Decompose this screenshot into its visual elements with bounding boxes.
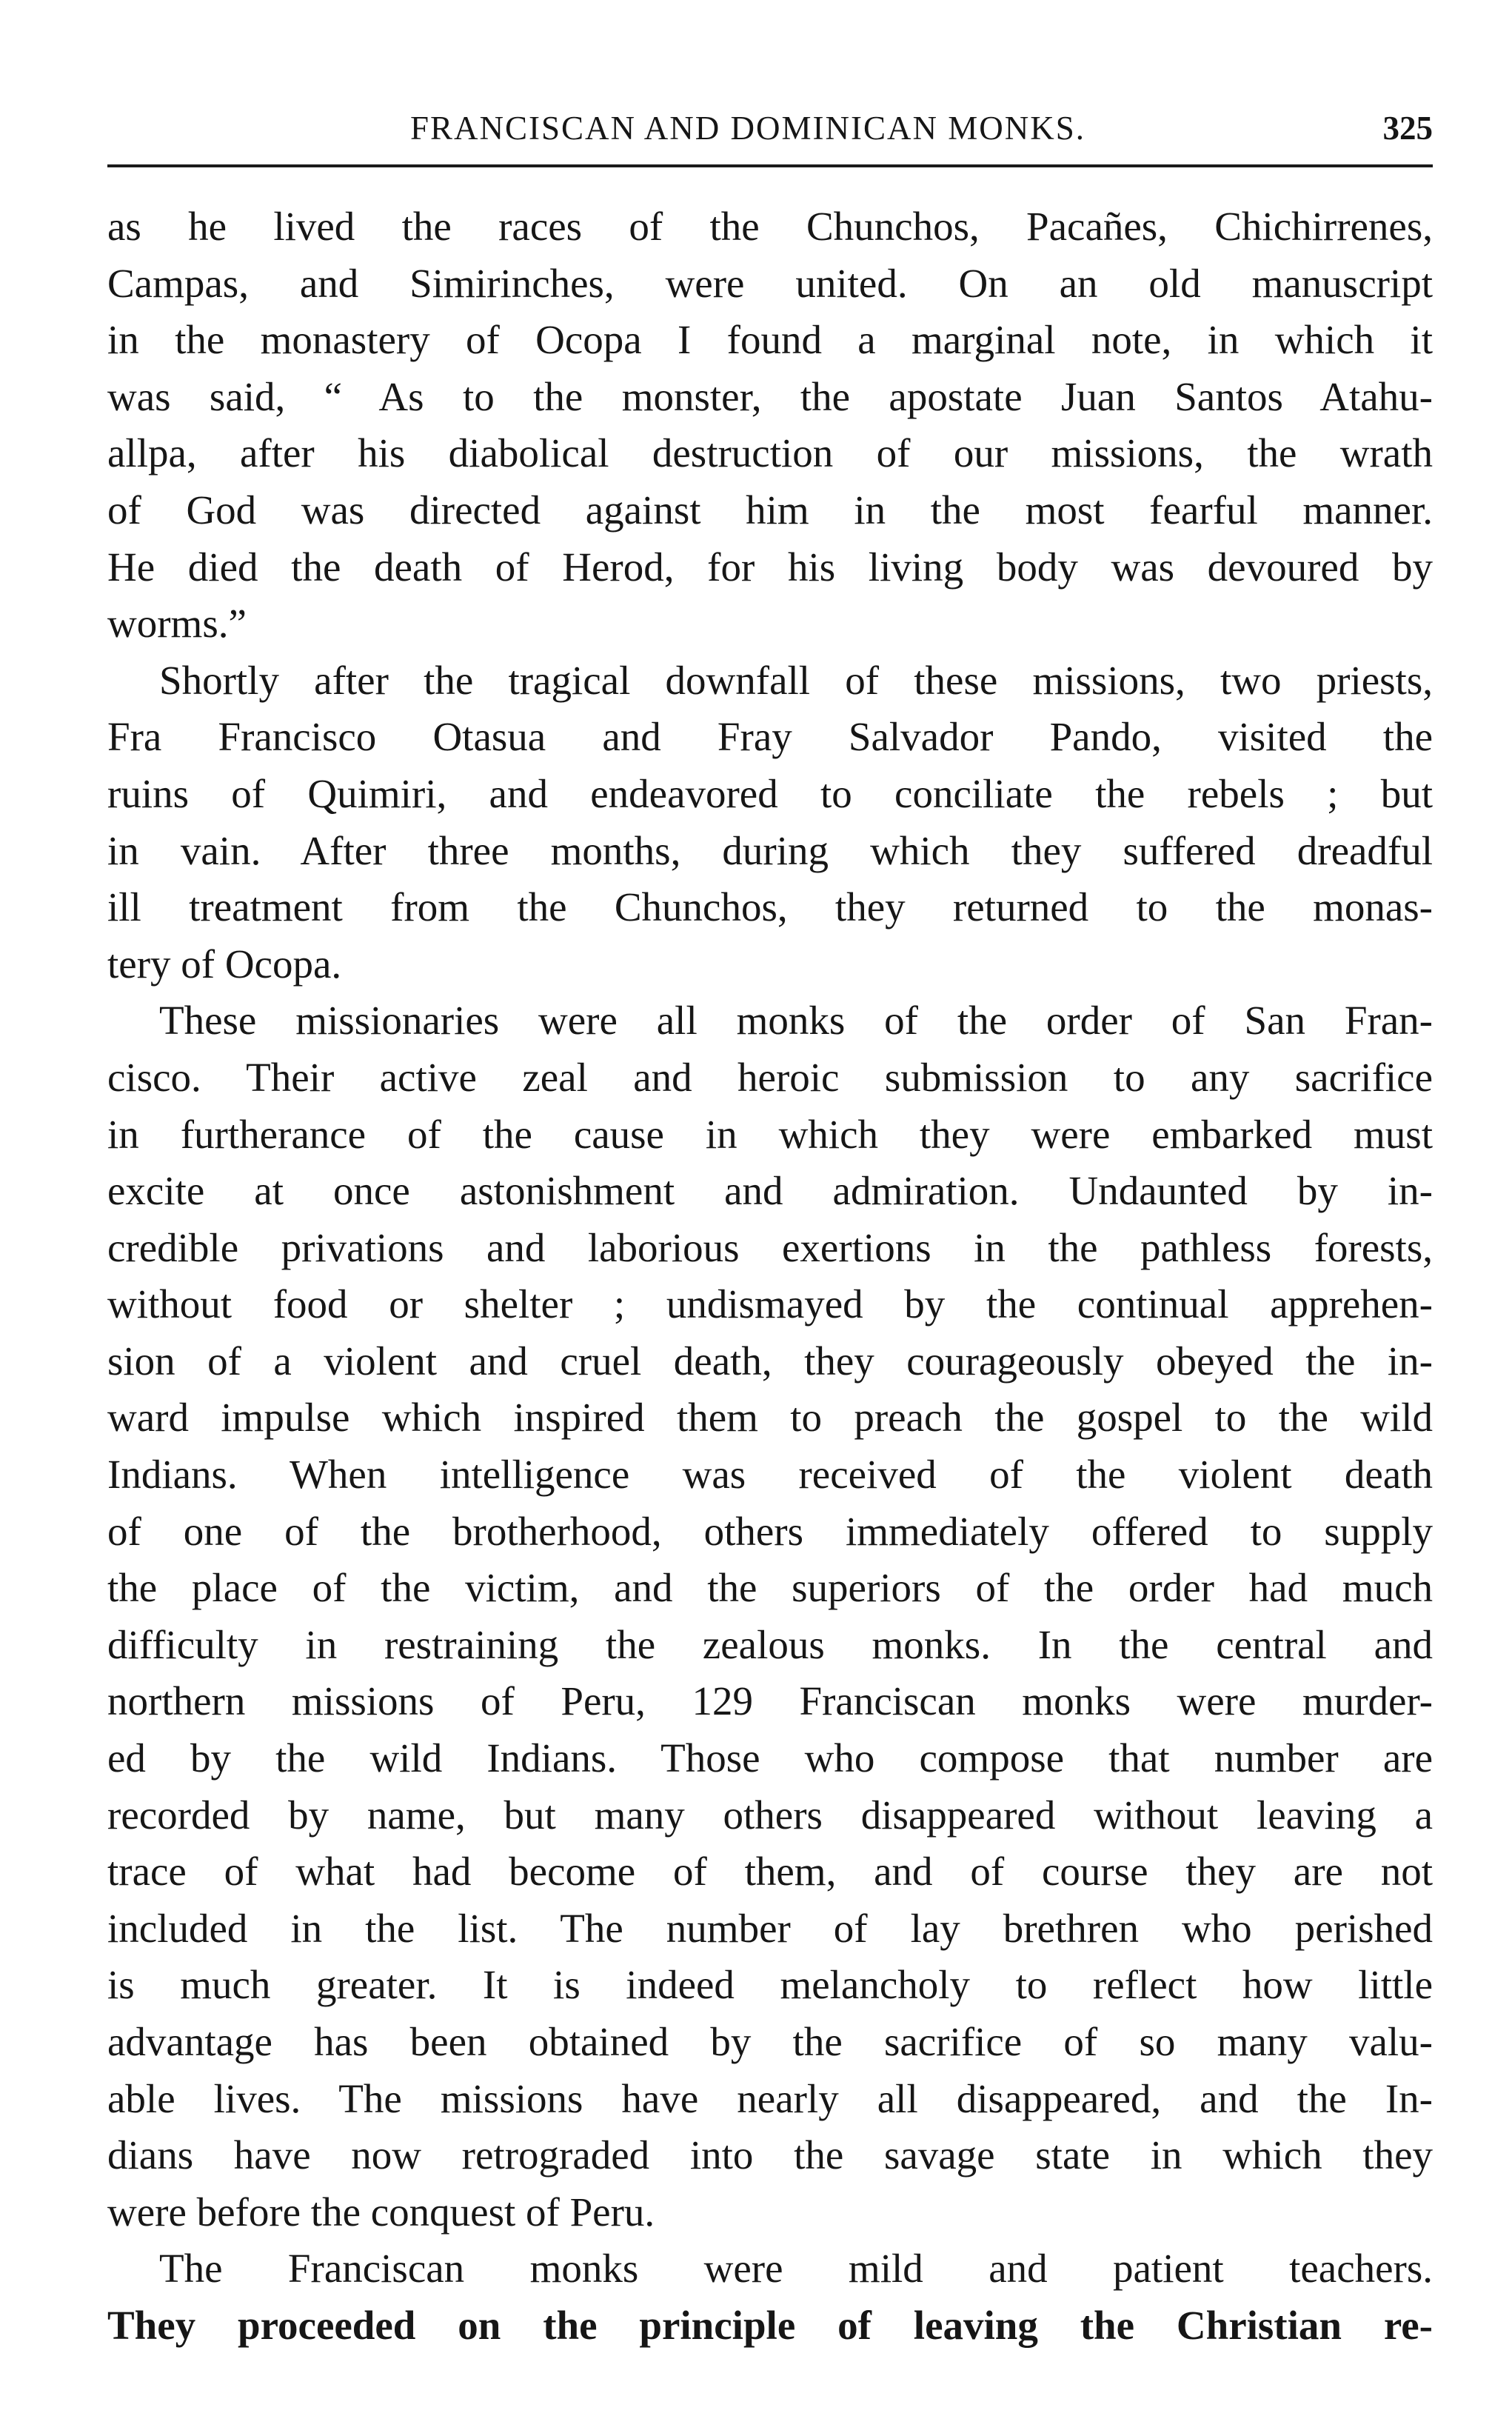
body-text bbox=[107, 198, 1433, 2355]
text-line: northern missions of Peru, 129 Franciscan monks were murder- bbox=[107, 1678, 1433, 1724]
text-line: was said, “ As to the monster, the apostate Juan Santos Atahu- bbox=[107, 373, 1433, 419]
text-line: ward impulse which inspired them to preach the gospel to the wild bbox=[107, 1395, 1433, 1441]
running-head bbox=[107, 102, 1433, 154]
text-line: sion of a violent and cruel death, they courageously obeyed the in- bbox=[107, 1338, 1433, 1384]
text-line: able lives. The missions have nearly all disappeared, and the In- bbox=[107, 2075, 1433, 2121]
text-line: included in the list. The number of lay brethren who perished bbox=[107, 1905, 1433, 1951]
text-line: worms.” bbox=[107, 601, 247, 647]
text-line: in the monastery of Ocopa I found a marginal note, in which it bbox=[107, 317, 1433, 363]
text-line: Shortly after the tragical downfall of these missions, two priests, bbox=[159, 657, 1433, 703]
text-line: in vain. After three months, during which they suffered dreadful bbox=[107, 827, 1433, 873]
text-line: is much greater. It is indeed melancholy to reflect how little bbox=[107, 1962, 1433, 2008]
text-line: cisco. Their active zeal and heroic submission to any sacrifice bbox=[107, 1054, 1433, 1100]
text-line: Campas, and Simirinches, were united. On an old manuscript bbox=[107, 260, 1433, 306]
text-line: in furtherance of the cause in which they were embarked must bbox=[107, 1111, 1433, 1157]
text-line: allpa, after his diabolical destruction of our missions, the wrath bbox=[107, 430, 1433, 476]
text-line: trace of what had become of them, and of course they are not bbox=[107, 1849, 1433, 1895]
text-line: These missionaries were all monks of the order of San Fran- bbox=[159, 998, 1433, 1044]
text-line: Fra Francisco Otasua and Fray Salvador Pando, visited the bbox=[107, 714, 1433, 760]
text-line: ruins of Quimiri, and endeavored to conciliate the rebels ; but bbox=[107, 770, 1433, 816]
running-title: FRANCISCAN AND DOMINICAN MONKS. bbox=[409, 110, 1086, 147]
text-line: dians have now retrograded into the savage state in which they bbox=[107, 2132, 1433, 2178]
text-line: recorded by name, but many others disappeared without leaving a bbox=[107, 1792, 1433, 1838]
text-line: The Franciscan monks were mild and patient teachers. bbox=[159, 2246, 1433, 2292]
text-line: of God was directed against him in the most fearful manner. bbox=[107, 487, 1433, 533]
text-line: tery of Ocopa. bbox=[107, 941, 342, 987]
text-line: They proceeded on the principle of leaving the Christian re- bbox=[107, 2302, 1433, 2348]
text-line: ill treatment from the Chunchos, they returned to the monas- bbox=[107, 884, 1433, 930]
text-line: Indians. When intelligence was received of the violent death bbox=[107, 1452, 1433, 1498]
text-line: excite at once astonishment and admiration. Undaunted by in- bbox=[107, 1168, 1433, 1214]
text-line: the place of the victim, and the superiors of the order had much bbox=[107, 1565, 1433, 1611]
text-line: advantage has been obtained by the sacrifice of so many valu- bbox=[107, 2019, 1433, 2064]
text-line: credible privations and laborious exertions in the pathless forests, bbox=[107, 1224, 1433, 1270]
header-rule bbox=[107, 164, 1433, 167]
text-line: He died the death of Herod, for his living body was devoured by bbox=[107, 544, 1433, 590]
text-line: without food or shelter ; undismayed by the continual apprehen- bbox=[107, 1281, 1433, 1327]
text-line: difficulty in restraining the zealous monks. In the central and bbox=[107, 1621, 1433, 1667]
text-line: as he lived the races of the Chunchos, Pacañes, Chichirrenes, bbox=[107, 204, 1433, 249]
text-line: were before the conquest of Peru. bbox=[107, 2189, 655, 2235]
page-number: 325 bbox=[1382, 110, 1433, 147]
text-line: ed by the wild Indians. Those who compose that number are bbox=[107, 1735, 1433, 1781]
text-line: of one of the brotherhood, others immediately offered to supply bbox=[107, 1508, 1433, 1554]
